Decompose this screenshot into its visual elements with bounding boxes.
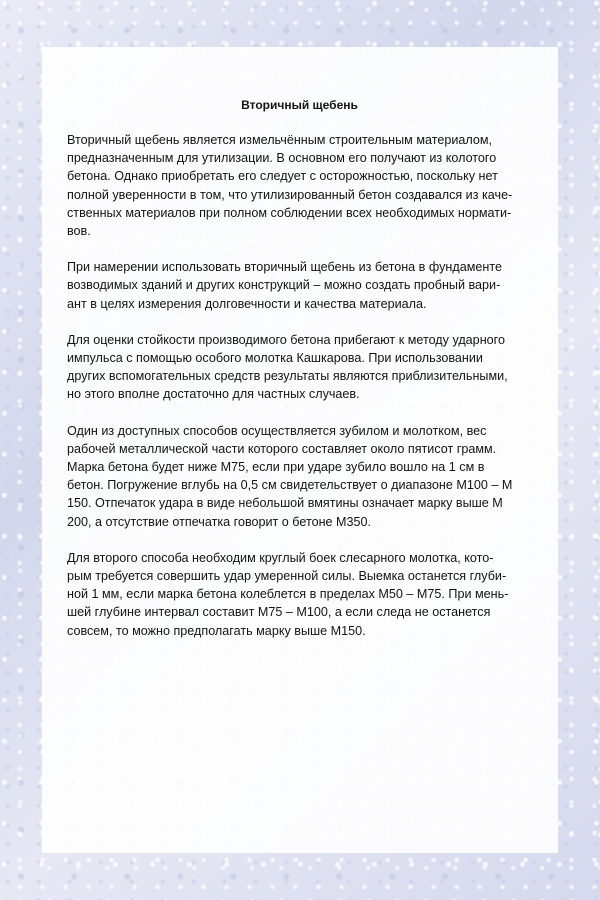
text-line: возводимых зданий и других конструкций – можно создать пробный вари- xyxy=(67,278,501,293)
text-line: Для второго способа необходим круглый боек слесарного молотка, кото- xyxy=(67,550,494,565)
text-line: бетон. Погружение вглубь на 0,5 см свидетельствует о диапазоне М100 – М xyxy=(67,478,513,493)
text-line: При намерении использовать вторичный щебень из бетона в фундаменте xyxy=(67,260,502,275)
text-line: 200, а отсутствие отпечатка говорит о бетоне М350. xyxy=(67,514,372,529)
text-line: ной 1 мм, если марка бетона колеблется в пределах М50 – М75. При мень- xyxy=(67,587,509,602)
text-line: Вторичный щебень является измельчённым строительным материалом, xyxy=(67,133,493,147)
text-line: но этого вполне достаточно для частных случаев. xyxy=(67,387,360,402)
document-title: Вторичный щебень xyxy=(241,98,358,112)
text-line: Марка бетона будет ниже М75, если при ударе зубило вошло на 1 см в xyxy=(67,460,485,475)
paragraph xyxy=(67,131,532,240)
paragraph xyxy=(67,549,532,640)
document-page xyxy=(42,47,558,853)
text-line: ант в целях измерения долговечности и качества материала. xyxy=(67,296,427,311)
text-line: шей глубине интервал составит М75 – М100, а если следа не останется xyxy=(67,605,491,620)
text-line: рабочей металлической части которого составляет около пятисот грамм. xyxy=(67,441,497,456)
text-line: совсем, то можно предполагать марку выше М150. xyxy=(67,623,366,638)
text-line: 150. Отпечаток удара в виде небольшой вмятины означает марку выше М xyxy=(67,496,503,511)
text-line: бетона. Однако приобретать его следует с осторожностью, поскольку нет xyxy=(67,169,498,184)
text-line: ственных материалов при полном соблюдении всех необходимых нормати- xyxy=(67,205,512,220)
paragraph xyxy=(67,258,532,313)
text-line: вов. xyxy=(67,224,91,239)
text-line: предназначенным для утилизации. В основном его получают из колотого xyxy=(67,151,497,166)
paragraph xyxy=(67,422,532,531)
text-line: рым требуется совершить удар умеренной силы. Выемка останется глуби- xyxy=(67,569,507,584)
document-body xyxy=(67,131,532,640)
paragraph xyxy=(67,331,532,404)
text-line: Для оценки стойкости производимого бетона прибегают к методу ударного xyxy=(67,332,505,347)
text-line: Один из доступных способов осуществляется зубилом и молотком, вес xyxy=(67,423,487,438)
text-line: полной уверенности в том, что утилизированный бетон создавался из каче- xyxy=(67,187,513,202)
text-line: других вспомогательных средств результаты являются приблизительными, xyxy=(67,369,508,384)
text-line: импульса с помощью особого молотка Кашкарова. При использовании xyxy=(67,351,483,366)
